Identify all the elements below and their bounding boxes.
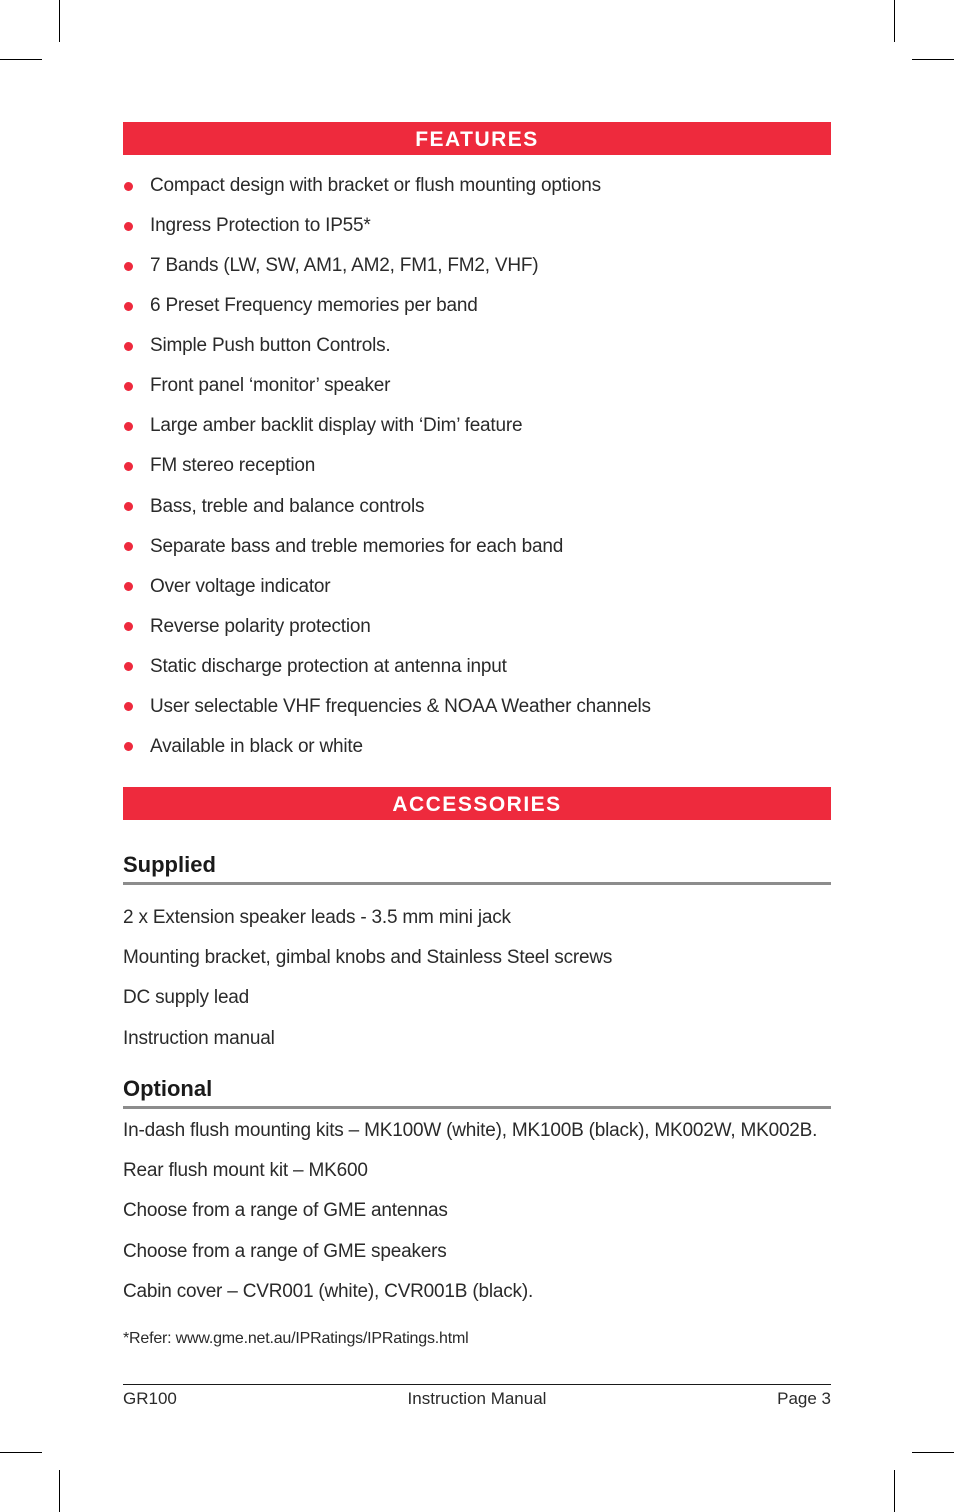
footer-divider — [123, 1384, 831, 1385]
supplied-item: DC supply lead — [123, 987, 250, 1009]
bullet-icon — [124, 582, 133, 591]
bullet-icon — [124, 702, 133, 711]
feature-item — [123, 607, 831, 647]
feature-item — [123, 687, 831, 727]
footer-title: Instruction Manual — [407, 1389, 547, 1408]
crop-mark-bottom-right-horizontal — [912, 1452, 954, 1453]
crop-mark-bottom-left-horizontal — [0, 1452, 42, 1453]
feature-item-label: 6 Preset Frequency memories per band — [150, 295, 478, 317]
feature-item — [123, 246, 831, 286]
bullet-icon — [124, 502, 133, 511]
bullet-icon — [124, 382, 133, 391]
feature-item-label: Bass, treble and balance controls — [150, 495, 425, 517]
footer-model: GR100 — [123, 1389, 177, 1408]
feature-item — [123, 366, 831, 406]
supplied-list — [123, 898, 843, 1059]
feature-item — [123, 727, 831, 767]
feature-item-label: Simple Push button Controls. — [150, 335, 391, 357]
feature-item — [123, 206, 831, 246]
features-heading: FEATURES — [123, 122, 831, 155]
bullet-icon — [124, 662, 133, 671]
feature-item-label: FM stereo reception — [150, 455, 316, 477]
features-list — [123, 166, 831, 767]
feature-item — [123, 406, 831, 446]
bullet-icon — [124, 462, 133, 471]
optional-heading: Optional — [123, 1076, 213, 1101]
feature-item-label: Over voltage indicator — [150, 575, 331, 597]
bullet-icon — [124, 742, 133, 751]
feature-item — [123, 567, 831, 607]
bullet-icon — [124, 302, 133, 311]
feature-item — [123, 286, 831, 326]
feature-item-label: Separate bass and treble memories for each band — [150, 535, 564, 557]
bullet-icon — [124, 182, 133, 191]
optional-list — [123, 1111, 843, 1312]
optional-item: Choose from a range of GME antennas — [123, 1200, 448, 1222]
crop-mark-top-right-vertical — [894, 0, 895, 42]
supplied-item: Instruction manual — [123, 1027, 275, 1049]
bullet-icon — [124, 422, 133, 431]
feature-item-label: Front panel ‘monitor’ speaker — [150, 375, 391, 397]
feature-item-label: Large amber backlit display with ‘Dim’ feature — [150, 415, 523, 437]
supplied-heading: Supplied — [123, 852, 216, 877]
optional-divider — [123, 1106, 831, 1109]
footnote: *Refer: www.gme.net.au/IPRatings/IPRatings.html — [123, 1330, 469, 1347]
bullet-icon — [124, 542, 133, 551]
feature-item-label: Ingress Protection to IP55* — [150, 215, 371, 237]
footer-page-number: Page 3 — [777, 1389, 831, 1408]
feature-item — [123, 647, 831, 687]
feature-item — [123, 487, 831, 527]
accessories-heading: ACCESSORIES — [123, 787, 831, 820]
supplied-item: Mounting bracket, gimbal knobs and Stainless Steel screws — [123, 947, 613, 969]
bullet-icon — [124, 262, 133, 271]
supplied-divider — [123, 882, 831, 885]
supplied-item: 2 x Extension speaker leads - 3.5 mm mini jack — [123, 907, 511, 928]
feature-item-label: Compact design with bracket or flush mounting options — [150, 175, 601, 197]
optional-item: Cabin cover – CVR001 (white), CVR001B (black). — [123, 1280, 534, 1302]
optional-item: Choose from a range of GME speakers — [123, 1240, 447, 1262]
feature-item — [123, 166, 831, 206]
feature-item-label: Static discharge protection at antenna input — [150, 655, 507, 677]
bullet-icon — [124, 222, 133, 231]
page-footer — [123, 1389, 831, 1413]
bullet-icon — [124, 622, 133, 631]
bullet-icon — [124, 342, 133, 351]
feature-item-label: 7 Bands (LW, SW, AM1, AM2, FM1, FM2, VHF) — [150, 255, 539, 277]
optional-item: In-dash flush mounting kits – MK100W (white), MK100B (black), MK002W, MK002B. — [123, 1120, 818, 1141]
optional-item: Rear flush mount kit – MK600 — [123, 1160, 368, 1182]
feature-item — [123, 446, 831, 486]
feature-item — [123, 326, 831, 366]
crop-mark-top-left-vertical — [59, 0, 60, 42]
crop-mark-bottom-right-vertical — [894, 1470, 895, 1512]
crop-mark-bottom-left-vertical — [59, 1470, 60, 1512]
feature-item — [123, 527, 831, 567]
crop-mark-top-left-horizontal — [0, 59, 42, 60]
crop-mark-top-right-horizontal — [912, 59, 954, 60]
feature-item-label: User selectable VHF frequencies & NOAA Weather channels — [150, 695, 651, 717]
feature-item-label: Available in black or white — [150, 735, 363, 757]
feature-item-label: Reverse polarity protection — [150, 615, 371, 637]
